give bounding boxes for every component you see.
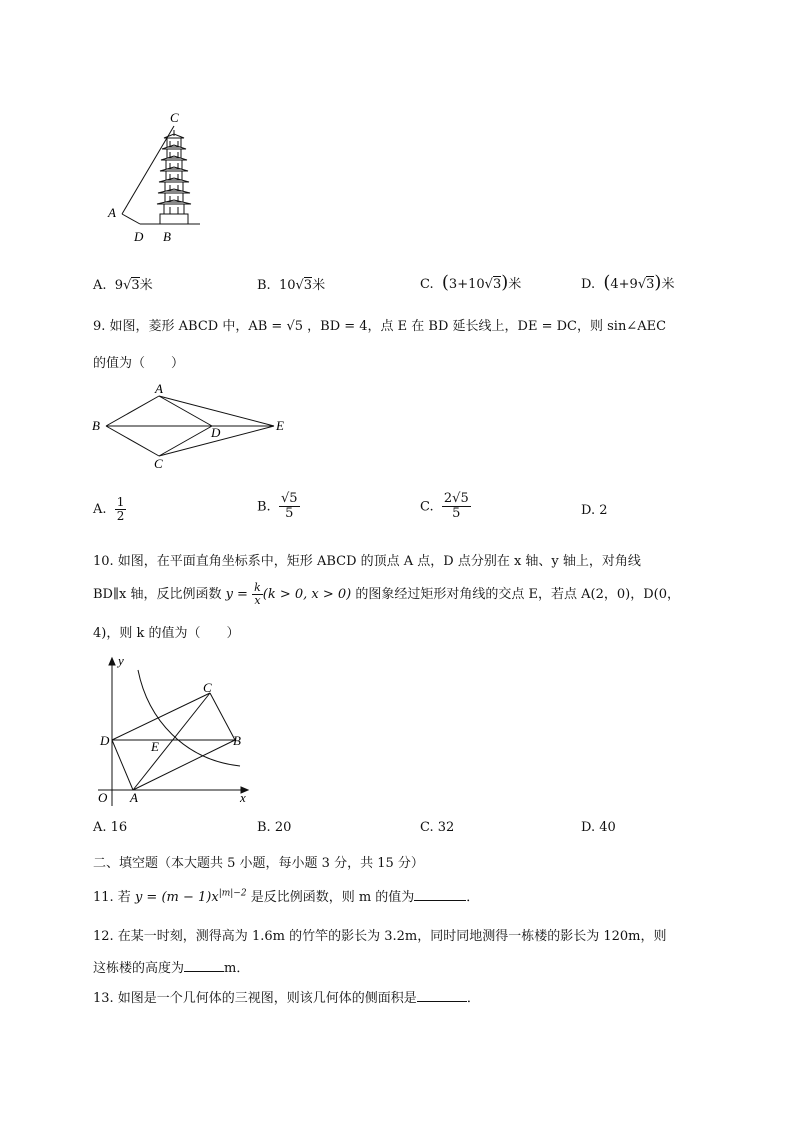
label-B: B <box>233 733 241 748</box>
label-B: B <box>92 418 100 433</box>
line-AD <box>122 214 140 224</box>
q8-option-a[interactable]: A. 9√3米 <box>93 278 153 293</box>
section-heading: 二、填空题（本大题共 5 小题，每小题 3 分，共 15 分） <box>93 856 424 871</box>
q12-answer-blank[interactable] <box>184 959 224 972</box>
label-A: A <box>155 382 163 396</box>
q8-option-d[interactable]: D. (4+9√3)米 <box>581 272 675 293</box>
q12-text-line1: 12. 在某一时刻，测得高为 1.6m 的竹竿的影长为 3.2m，同时同地测得一栋楼的影长为 120m，则 <box>93 929 667 944</box>
q9-option-d[interactable]: D. 2 <box>581 503 608 518</box>
q9-text-line1: 9. 如图，菱形 ABCD 中，AB = √5 ，BD = 4，点 E 在 BD 延长线上，DE = DC，则 sin∠AEC <box>93 319 667 334</box>
q10-option-c[interactable]: C. 32 <box>420 820 455 835</box>
q10-text-line3: 4)，则 k 的值为（ ） <box>93 626 240 641</box>
q12-text-line2: 这栋楼的高度为 m． <box>93 961 250 976</box>
pagoda-icon <box>157 130 191 224</box>
label-A: A <box>108 205 116 220</box>
label-D: D <box>211 425 221 440</box>
label-E: E <box>276 418 284 433</box>
q10-option-a[interactable]: A. 16 <box>93 820 128 835</box>
q13-text: 13. 如图是一个几何体的三视图，则该几何体的侧面积是 ． <box>93 991 480 1006</box>
q9-option-b[interactable]: B. $\frac{√5}{5}$ <box>257 491 298 522</box>
label-D: D <box>100 733 110 748</box>
q9-text-line2: 的值为（ ） <box>93 356 185 371</box>
label-x: x <box>240 790 246 805</box>
label-B: B <box>163 229 171 244</box>
label-C: C <box>203 680 212 695</box>
q8-figure <box>100 108 220 248</box>
q10-option-b[interactable]: B. 20 <box>257 820 292 835</box>
q13-answer-blank[interactable] <box>417 989 467 1002</box>
q9-figure <box>90 382 300 472</box>
label-A: A <box>130 790 138 805</box>
q11-answer-blank[interactable] <box>414 888 466 901</box>
label-y: y <box>118 653 124 668</box>
q11-text: 11. 若 $y = (m - 1)x^{|m|-2}$ 是反比例函数，则 m 的值为 ． <box>93 888 480 905</box>
q10-text-line2: BD∥x 轴，反比例函数 y = $\frac{k}{x}$ (k > 0, x > 0) 的图象经过矩形对角线的交点 E，若点 A(2，0)，D(0， <box>93 581 680 608</box>
label-E: E <box>151 739 159 754</box>
label-C: C <box>154 456 163 471</box>
q10-text-line1: 10. 如图，在平面直角坐标系中，矩形 ABCD 的顶点 A 点，D 点分别在 x 轴、y 轴上，对角线 <box>93 554 641 569</box>
q10-figure <box>90 650 260 810</box>
q9-option-a[interactable]: A. $\frac{1}{2}$ <box>93 495 125 524</box>
q9-option-c[interactable]: C. $\frac{2√5}{5}$ <box>420 491 469 522</box>
q10-option-d[interactable]: D. 40 <box>581 820 616 835</box>
q8-option-b[interactable]: B. 10√3米 <box>257 278 326 293</box>
q8-option-c[interactable]: C. (3+10√3)米 <box>420 272 522 293</box>
label-D: D <box>134 229 144 244</box>
label-C: C <box>170 110 179 125</box>
line-AC <box>122 126 174 214</box>
label-O: O <box>98 790 108 805</box>
